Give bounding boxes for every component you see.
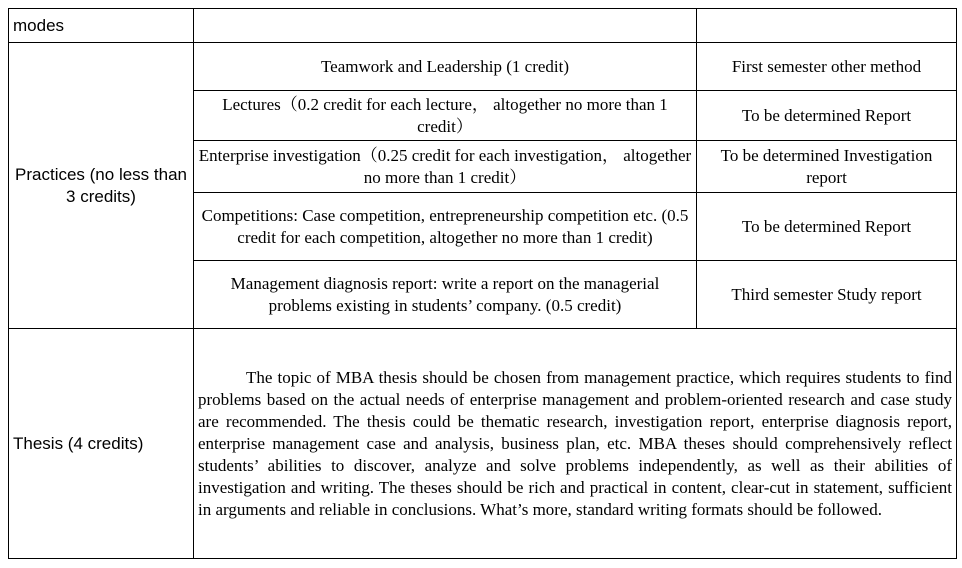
practice-description: Management diagnosis report: write a report on the managerial problems existing in students’ company. (0.5 credit) (194, 261, 697, 329)
thesis-label: Thesis (4 credits) (9, 329, 194, 559)
empty-cell (194, 9, 697, 43)
practice-time-method: First semester other method (697, 43, 957, 91)
curriculum-table (8, 8, 957, 559)
table-row (9, 329, 957, 559)
practice-time-method: To be determined Investigation report (697, 141, 957, 193)
practice-time-method: To be determined Report (697, 91, 957, 141)
practice-description: Lectures（0.2 credit for each lecture， altogether no more than 1 credit） (194, 91, 697, 141)
practice-description: Enterprise investigation（0.25 credit for each investigation， altogether no more than 1 credit） (194, 141, 697, 193)
practice-time-method: To be determined Report (697, 193, 957, 261)
thesis-description: The topic of MBA thesis should be chosen from management practice, which requires students to find problems based on the actual needs of enterprise management and problem-oriented research and case study are recommended. The thesis could be thematic research, investigation report, enterprise diagnosis report, enterprise management case and analysis, business plan, etc. MBA theses should comprehensively reflect students’ abilities to discover, analyze and solve problems independently, as well as their abilities of investigation and writing. The theses should be rich and practical in content, clear-cut in statement, sufficient in arguments and reliable in conclusions. What’s more, standard writing formats should be followed. (194, 329, 957, 559)
practice-description: Teamwork and Leadership (1 credit) (194, 43, 697, 91)
table-row (9, 9, 957, 43)
table-row (9, 43, 957, 91)
modes-cell: modes (9, 9, 194, 43)
practice-description: Competitions: Case competition, entrepreneurship competition etc. (0.5 credit for each competition, altogether no more than 1 credit) (194, 193, 697, 261)
practice-time-method: Third semester Study report (697, 261, 957, 329)
practices-label: Practices (no less than 3 credits) (9, 43, 194, 329)
empty-cell (697, 9, 957, 43)
